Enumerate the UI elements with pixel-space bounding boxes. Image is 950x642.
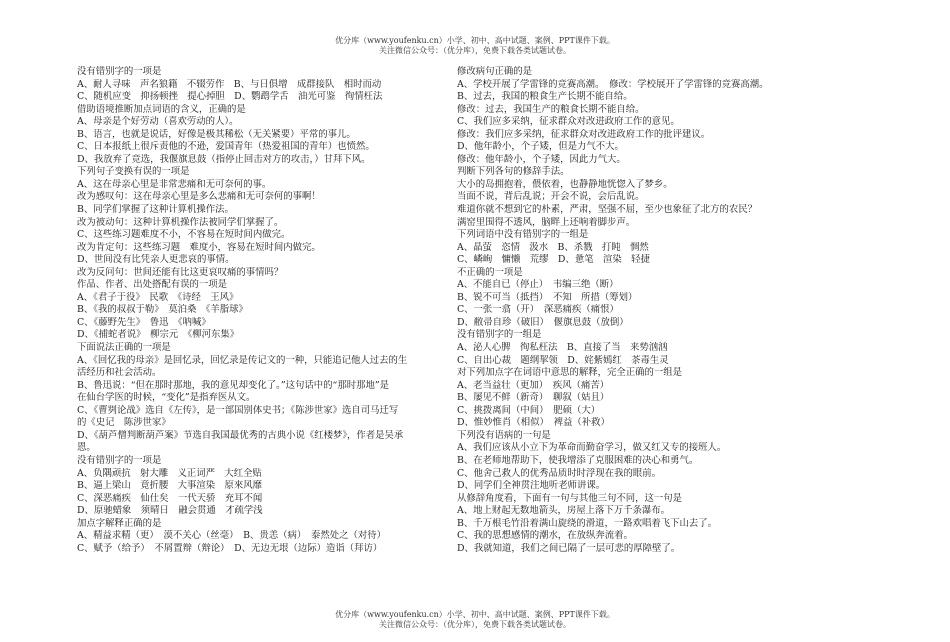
text-line: C、日本报纸上很斥责他的不逊，爱国青年（热爱祖国的青年）也愤然。 [77,141,375,153]
text-line: 作品、作者、出处搭配有误的一项是 [77,279,228,291]
text-line: 满窑里围得不透风，脑畔上还响着脚步声。 [457,216,636,228]
text-line: 下列词语中没有错别字的一组是 [457,229,589,241]
text-line: A、母亲是个好劳动（喜欢劳动的人）。 [77,116,239,128]
text-line: A、耐人寻味 声名狼籍 不辍劳作 B、与日俱增 成群接队 相时而动 [77,78,382,90]
text-line: 难道你就不想到它的朴素，严肃，坚强不屈，至少也象征了北方的农民？ [457,204,758,216]
text-line: B、语言，也就是说话，好像是极其稀松（无关紧要）平常的事儿。 [77,128,356,140]
footer-line-2: 关注微信公众号：（优分库），免费下载各类试题试卷。 [379,620,571,629]
text-line: 修改病句正确的是 [457,66,533,77]
text-line: B、屡见不鲜（新奇） 聊叙（姑且） [457,392,610,404]
text-line: D、惟妙惟肖（相似） 裨益（补救） [457,417,610,429]
text-line: C、随机应变 抑扬顿挫 提心掉胆 D、鹦鹉学舌 油光可鉴 徇情枉法 [77,91,383,103]
text-line: A、《回忆我的母亲》是回忆录，回忆录是传记文的一种，只能追记他人过去的生 [77,354,408,366]
right-column [457,66,829,555]
text-line: A、这在母亲心里是非常悲痛和无可奈何的事。 [77,178,272,190]
text-line: 不正确的一项是 [457,266,523,278]
text-line: 活经历和社会活动。 [77,367,162,379]
text-line: A、泌人心脾 徇私枉法 B、直接了当 来势汹汹 [457,342,668,354]
text-line: C、赋予（给予） 不屑置辩（辩论） D、无边无垠（边际）造诣（拜访） [77,542,383,554]
text-line: D、《捕蛇者说》 柳宗元 《柳河东集》 [77,329,240,341]
text-line: 改为感叹句：这在母亲心里是多么悲痛和无可奈何的事啊！ [77,191,321,203]
text-line: B、《我的叔叔于勒》 莫泊桑 《羊脂球》 [77,304,248,316]
text-line: 从修辞角度看，下面有一句与其他三句不同，这一句是 [457,492,683,504]
text-line: 修改：他年龄小，个子矮，因此力气大。 [457,153,626,165]
header-line-1: 优分库（www.youfenku.cn）小学、初中、高中试题、案例、PPT课件下载。 [335,36,615,45]
text-line: A、精益求精（更） 漠不关心（丝毫） B、贵恙（病） 泰然处之（对待） [77,530,386,542]
text-line: 对下列加点字在词语中意思的解释，完全正确的一组是 [457,367,683,379]
text-line: D、原驰蜡象 须晴日 融会贯通 才疏学浅 [77,505,263,517]
text-line: B、千万根毛竹沿着满山旋绕的滑道，一路欢唱着飞下山去了。 [457,517,718,529]
text-line: C、我们应多采纳，征求群众对改进政府工作的意见。 [457,116,680,128]
text-line: A、晶萤 恣情 汲水 B、杀戮 打盹 惆然 [457,241,649,253]
text-line: D、我放弃了竞选，我偃旗息鼓（指停止回击对方的攻击，）甘拜下风。 [77,153,371,165]
footer-line-1: 优分库（www.youfenku.cn）小学、初中、高中试题、案例、PPT课件下载。 [335,610,615,619]
text-line: A、《君子于役》 民歌 《诗经 王风》 [77,291,239,303]
text-line: 当面不说，背后乱说；开会不说，会后乱说。 [457,191,645,203]
text-line: C、这些练习题难度不小，不容易在短时间内做完。 [77,229,291,241]
text-line: 改为反问句：世间还能有比这更哀叹痛的事情吗？ [77,266,284,278]
text-line: 没有错别字的一组是 [457,329,542,341]
text-line: 大小的岛拥抱着，偎依着，也静静地恍惚入了梦乡。 [457,178,673,190]
text-line: B、锐不可当（抵挡） 不知 所措（筹划） [457,291,638,303]
text-line: 恩。 [77,442,96,454]
text-line: 改为肯定句：这些练习题 难度小，容易在短时间内做完。 [77,241,321,253]
left-column [77,66,449,555]
text-line: 的《史记 陈涉世家》 [77,417,171,429]
text-line: 修改：我们应多采纳，征求群众对改进政府工作的批评建议。 [457,128,711,140]
text-line: D、同学们全神贯注地听老师讲课。 [457,480,606,492]
text-line: C、一张一翕（开） 深恶痛疾（痛恨） [457,304,619,316]
text-line: A、不能自已（停止） 韦编三绝（断） [457,279,619,291]
text-line: B、同学们掌握了这种计算机操作法。 [77,204,234,216]
text-line: 判断下列各句的修辞手法。 [457,166,570,178]
header-line-2: 关注微信公众号：（优分库），免费下载各类试题试卷。 [379,46,571,55]
page-header [0,36,950,56]
text-line: 下列句子变换有误的一项是 [77,166,190,178]
text-line: C、深恶痛疾 仙仕矣 一代天骄 充耳不闻 [77,492,263,504]
text-line: 没有错别字的一项是 [77,66,162,77]
text-line: D、我就知道，我们之间已隔了一层可悲的厚障壁了。 [457,542,681,554]
text-line: D、世间没有比凭亲人更悲哀的事情。 [77,254,235,266]
text-line: C、我的思想感情的潮水，在放纵奔流着。 [457,530,633,542]
text-line: 借助语境推断加点词语的含义，正确的是 [77,103,246,115]
text-line: 修改：过去，我国生产的粮食长期不能自给。 [457,103,645,115]
text-line: 加点字解释正确的是 [77,517,162,529]
text-line: A、负隅顽抗 射大雕 义正词严 大红全贴 [77,467,262,479]
text-line: 在仙台学医的时候，“变化”是指弃医从文。 [77,392,256,404]
text-line: C、挑拨离间（中间） 肥硕（大） [457,404,601,416]
text-line: D、敝帚自珍（破旧） 偃旗息鼓（放倒） [457,316,629,328]
text-line: D、《葫芦僧判断葫芦案》节选自我国最优秀的古典小说《红楼梦》，作者是吴承 [77,429,404,441]
text-line: 下面说法正确的一项是 [77,342,171,354]
text-line: B、在老师地帮助下，使我增添了克服困难的决心和勇气。 [457,454,699,466]
text-line: A、我们应该从小立下为革命而勤奋学习，做又红又专的接班人。 [457,442,727,454]
text-line: C、《曹刿论战》选自《左传》，是一部国别体史书；《陈涉世家》选自司马迁写 [77,404,399,416]
text-line: B、逼上梁山 竟折腰 大事渲染 原來风靡 [77,480,263,492]
text-line: 没有错别字的一项是 [77,454,162,466]
text-line: B、鲁迅说：“但在那时那地，我的意见却变化了。”这句话中的“那时那地”是 [77,379,389,391]
text-line: 改为被动句：这种计算机操作法被同学们掌握了。 [77,216,284,228]
text-line: 下列没有语病的一句是 [457,429,551,441]
text-line: D、他年龄小，个子矮，但是力气不大。 [457,141,624,153]
text-line: C、《藤野先生》 鲁迅 《呐喊》 [77,316,211,328]
text-line: A、学校开展了学雷锋的竞赛高潮。 修改：学校展开了学雷锋的竞赛高潮。 [457,78,769,90]
page-footer [0,610,950,630]
text-line: C、他舍己救人的优秀品质时时浮现在我的眼前。 [457,467,662,479]
text-line: C、嶙峋 慵懒 荒缪 D、惫笔 渲染 轻捷 [457,254,650,266]
text-line: B、过去，我国的粮食生产长期不能自给。 [457,91,633,103]
text-line: A、老当益壮（更加） 疾风（痛苦） [457,379,610,391]
text-line: C、自出心裁 题纲挈领 D、姹紫嫣红 茶毒生灵 [457,354,669,366]
text-line: A、地上财起无数地箭头，房屋上落下万千条瀑布。 [457,505,671,517]
